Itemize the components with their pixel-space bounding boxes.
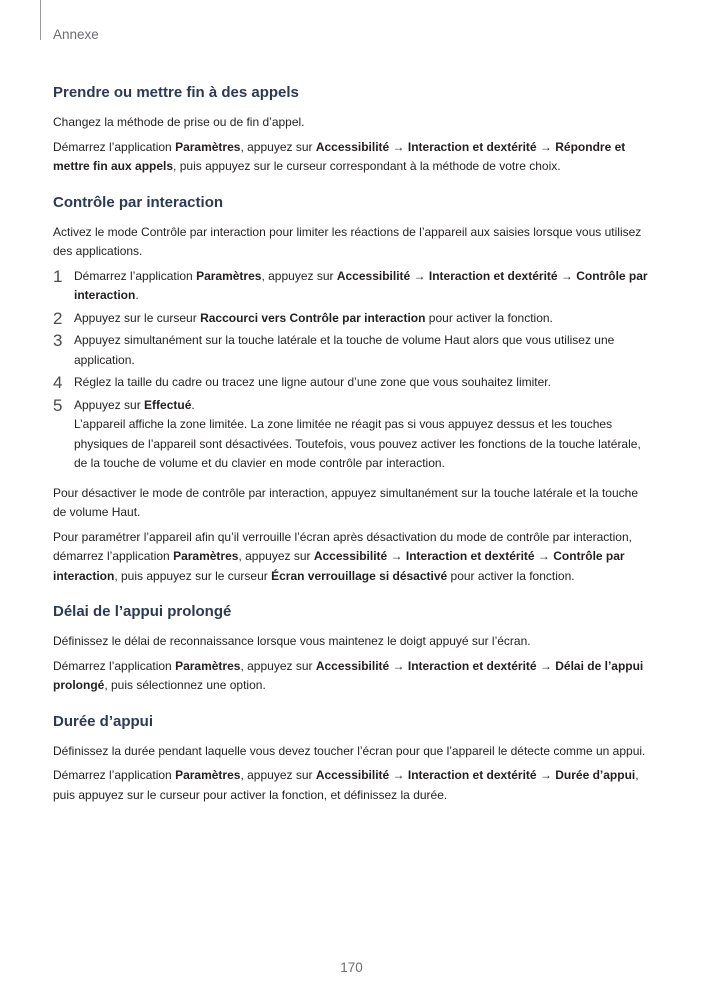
step-paragraph (74, 309, 653, 329)
emphasis-text: Écran verrouillage si désactivé (271, 568, 448, 583)
step-paragraph (74, 373, 653, 393)
section (53, 194, 653, 587)
emphasis-text: Contrôle par interaction (53, 549, 625, 583)
emphasis-text: Accessibilité (336, 268, 411, 283)
step-number: 3 (53, 331, 63, 350)
emphasis-text: Durée d’appui (555, 768, 636, 782)
step-paragraph (74, 331, 653, 370)
step-item (53, 373, 653, 393)
paragraph (53, 766, 653, 805)
text-run: → (410, 268, 429, 283)
steps-list (53, 267, 653, 474)
text-run: → (534, 549, 554, 563)
text-run: . (135, 288, 139, 302)
page-content (53, 84, 653, 822)
paragraph (53, 113, 653, 133)
emphasis-text: Accessibilité (315, 768, 390, 782)
step-item (53, 396, 653, 474)
corner-rule (40, 0, 41, 40)
step-number: 2 (53, 308, 63, 328)
text-run: Pour désactiver le mode de contrôle par interaction, appuyez simultanément sur la touche latérale et la touche de volume Haut. (53, 485, 638, 519)
text-run: Activez le mode Contrôle par interaction pour limiter les réactions de l’appareil aux saisies lorsque vous utilisez des applications. (53, 224, 642, 258)
step-number: 1 (53, 266, 63, 286)
text-run: → (387, 549, 406, 563)
emphasis-text: Paramètres (173, 549, 239, 563)
emphasis-text: Interaction et dextérité (407, 658, 537, 673)
text-run: → (389, 658, 408, 673)
section-title: Délai de l’appui prolongé (53, 603, 232, 620)
text-run: → (536, 658, 556, 673)
section-title: Prendre ou mettre fin à des appels (53, 84, 299, 101)
section (53, 84, 653, 177)
paragraph (53, 223, 653, 262)
text-run: , puis appuyez sur le curseur (114, 568, 272, 583)
text-run: . (191, 397, 195, 412)
emphasis-text: Paramètres (175, 658, 241, 673)
text-run: → (389, 768, 408, 782)
emphasis-text: Accessibilité (315, 139, 390, 154)
step-item (53, 331, 653, 370)
text-run: → (536, 139, 556, 154)
emphasis-text: Accessibilité (313, 549, 388, 563)
step-paragraph (74, 396, 653, 416)
text-run: → (389, 139, 408, 154)
step-item (53, 267, 653, 306)
step-item (53, 309, 653, 329)
section (53, 713, 653, 806)
text-run: , appuyez sur (238, 549, 314, 563)
section-title: Durée d’appui (53, 712, 154, 730)
emphasis-text: Interaction et dextérité (428, 268, 558, 283)
text-run: Appuyez sur (74, 397, 145, 412)
text-run: , appuyez sur (240, 139, 316, 154)
step-text (74, 267, 653, 306)
text-run: , appuyez sur (261, 268, 337, 283)
emphasis-text: Répondre et mettre fin aux appels (53, 139, 626, 173)
emphasis-text: Raccourci vers Contrôle par interaction (200, 310, 426, 325)
text-run: , puis appuyez sur le curseur pour activer la fonction, et définissez la durée. (53, 768, 639, 802)
text-run: Définissez le délai de reconnaissance lorsque vous maintenez le doigt appuyé sur l’écran. (53, 634, 531, 648)
step-number: 5 (53, 395, 63, 415)
text-run: → (557, 268, 577, 283)
text-run: Appuyez sur le curseur (74, 310, 201, 325)
emphasis-text: Accessibilité (315, 658, 390, 673)
emphasis-text: Interaction et dextérité (405, 549, 535, 563)
paragraph (53, 138, 653, 177)
emphasis-text: Paramètres (175, 139, 241, 154)
emphasis-text: Interaction et dextérité (407, 768, 537, 782)
text-run: Changez la méthode de prise ou de fin d’appel. (53, 115, 305, 129)
emphasis-text: Effectué (144, 397, 192, 412)
emphasis-text: Interaction et dextérité (407, 139, 537, 154)
paragraph (53, 484, 653, 523)
text-run: L’appareil affiche la zone limitée. La zone limitée ne réagit pas si vous appuyez dessus et les touches physiques de l’appareil sont désactivées. Toutefois, vous pouvez activer les fonctions de la touche latérale, de la touche de volume et du clavier en mode contrôle par interaction. (74, 417, 641, 470)
text-run: Appuyez simultanément sur la touche latérale et la touche de volume Haut alors que vous utilisez une application. (74, 333, 615, 367)
emphasis-text: Paramètres (196, 268, 262, 283)
step-text (74, 309, 653, 329)
paragraph (53, 632, 653, 652)
paragraph (53, 742, 653, 762)
text-run: , puis sélectionnez une option. (104, 678, 266, 692)
step-paragraph (74, 267, 653, 306)
text-run: , appuyez sur (240, 768, 316, 782)
text-run: , appuyez sur (240, 658, 316, 673)
section-header: Annexe (53, 27, 99, 42)
text-run: Démarrez l’application (74, 268, 197, 283)
step-text (74, 331, 653, 370)
emphasis-text: Contrôle par interaction (74, 268, 648, 302)
step-number: 4 (53, 373, 63, 392)
text-run: Démarrez l’application (53, 768, 176, 782)
section-title: Contrôle par interaction (53, 193, 224, 211)
paragraph (53, 657, 653, 696)
text-run: , puis appuyez sur le curseur correspondant à la méthode de votre choix. (173, 159, 561, 173)
text-run: pour activer la fonction. (425, 310, 553, 325)
step-text (74, 396, 653, 474)
text-run: Réglez la taille du cadre ou tracez une ligne autour d’une zone que vous souhaitez limiter. (74, 375, 551, 389)
text-run: → (536, 768, 556, 782)
paragraph (53, 528, 653, 587)
step-paragraph (74, 415, 653, 474)
text-run: Pour paramétrer l’appareil afin qu’il verrouille l’écran après désactivation du mode de contrôle par interaction, démarrez l’application (53, 529, 632, 563)
section (53, 603, 653, 696)
emphasis-text: Délai de l’appui prolongé (53, 658, 644, 692)
text-run: Démarrez l’application (53, 139, 176, 154)
text-run: Définissez la durée pendant laquelle vous devez toucher l’écran pour que l’appareil le détecte comme un appui. (53, 743, 646, 758)
emphasis-text: Paramètres (175, 768, 241, 782)
page-number: 170 (340, 960, 363, 975)
text-run: Démarrez l’application (53, 658, 176, 673)
text-run: pour activer la fonction. (447, 568, 575, 583)
step-text (74, 373, 653, 393)
